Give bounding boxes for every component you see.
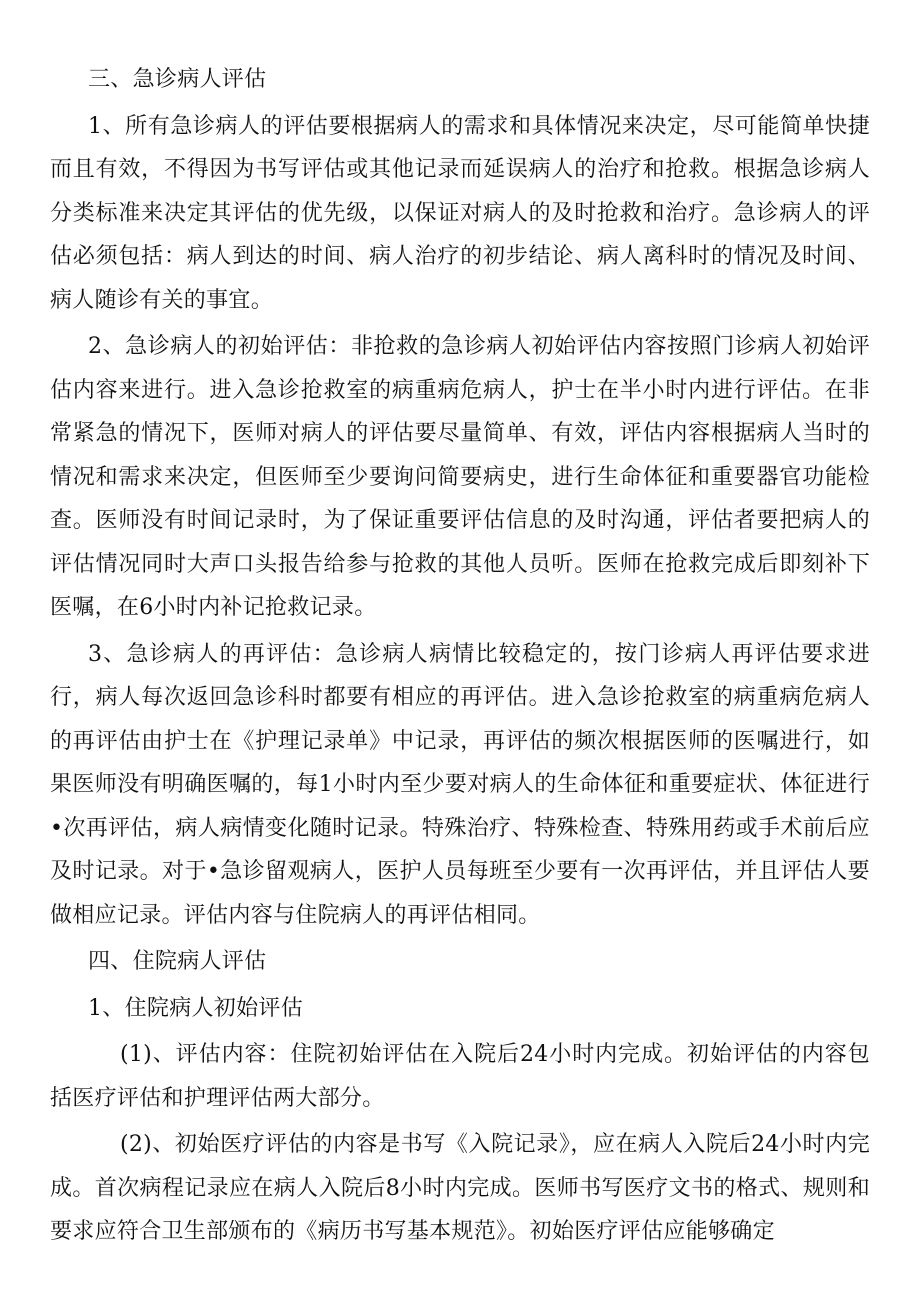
section-heading-emergency: 三、急诊病人评估 [88,67,267,92]
subheading-inpatient-initial: 1、住院病人初始评估 [88,995,303,1021]
paragraph-emergency-1: 1、所有急诊病人的评估要根据病人的需求和具体情况来决定，尽可能简单快捷而且有效，不得因为书写评估或其他记录而延误病人的治疗和抢救。根据急诊病人分类标准来决定其评估的优先级，以保证对病人的及时抢救和治疗。急诊病人的评估必须包括：病人到达的时间、病人治疗的初步结论、病人离科时的情况及时间、病人随诊有关的事宜。 [50,113,870,313]
paragraph-inpatient-1: (1)、评估内容：住院初始评估在入院后24小时内完成。初始评估的内容包括医疗评估和护理评估两大部分。 [50,1042,870,1111]
document-page [50,58,870,1254]
section-heading-inpatient: 四、住院病人评估 [88,949,267,974]
paragraph-emergency-2: 2、急诊病人的初始评估：非抢救的急诊病人初始评估内容按照门诊病人初始评估内容来进行。进入急诊抢救室的病重病危病人，护士在半小时内进行评估。在非常紧急的情况下，医师对病人的评估要尽量简单、有效，评估内容根据病人当时的情况和需求来决定，但医师至少要询问简要病史，进行生命体征和重要器官功能检查。医师没有时间记录时，为了保证重要评估信息的及时沟通，评估者要把病人的评估情况同时大声口头报告给参与抢救的其他人员听。医师在抢救完成后即刻补下医嘱，在6小时内补记抢救记录。 [50,334,870,620]
paragraph-emergency-3: 3、急诊病人的再评估：急诊病人病情比较稳定的，按门诊病人再评估要求进行，病人每次返回急诊科时都要有相应的再评估。进入急诊抢救室的病重病危病人的再评估由护士在《护理记录单》中记录，再评估的频次根据医师的医嘱进行，如果医师没有明确医嘱的，每1小时内至少要对病人的生命体征和重要症状、体征进行•次再评估，病人病情变化随时记录。特殊治疗、特殊检查、特殊用药或手术前后应及时记录。对于•急诊留观病人，医护人员每班至少要有一次再评估，并且评估人要做相应记录。评估内容与住院病人的再评估相同。 [50,641,870,928]
paragraph-inpatient-2: (2)、初始医疗评估的内容是书写《入院记录》，应在病人入院后24小时内完成。首次病程记录应在病人入院后8小时内完成。医师书写医疗文书的格式、规则和要求应符合卫生部颁布的《病历书写基本规范》。初始医疗评估应能够确定 [50,1132,870,1244]
